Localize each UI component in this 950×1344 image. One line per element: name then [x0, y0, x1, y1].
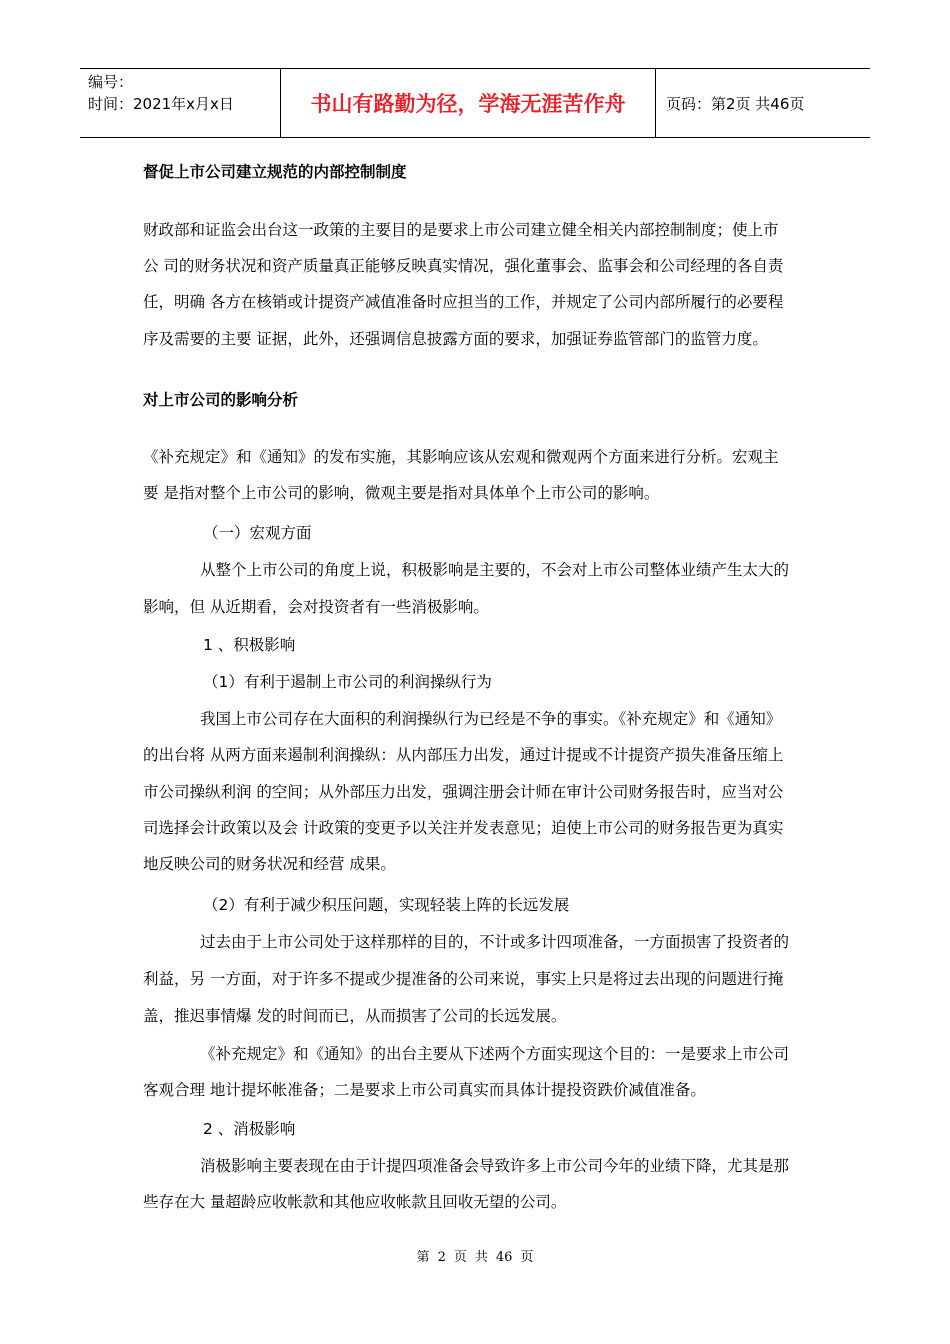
paragraph-line: 《补充规定》和《通知》的发布实施，其影响应该从宏观和微观两个方面来进行分析。宏观主 — [143, 448, 779, 466]
paragraph-line: 地反映公司的财务状况和经营 成果。 — [143, 855, 396, 873]
paragraph-line: 影响，但 从近期看，会对投资者有一些消极影响。 — [143, 598, 489, 616]
paragraph-line: 任，明确 各方在核销或计提资产减值准备时应担当的工作，并规定了公司内部所履行的必要程 — [143, 293, 784, 311]
paragraph-line: 些存在大 量超龄应收帐款和其他应收帐款且回收无望的公司。 — [143, 1193, 567, 1211]
paragraph-line: 财政部和证监会出台这一政策的主要目的是要求上市公司建立健全相关内部控制制度；使上市 — [143, 221, 779, 239]
header-page-info: 页码：第2页 共46页 — [666, 94, 805, 113]
section-heading-internal-control: 督促上市公司建立规范的内部控制制度 — [143, 163, 407, 181]
header-meta — [80, 69, 281, 137]
paragraph-line: 消极影响主要表现在由于计提四项准备会导致许多上市公司今年的业绩下降，尤其是那 — [200, 1157, 790, 1175]
paragraph-line: 的出台将 从两方面来遏制利润操纵：从内部压力出发，通过计提或不计提资产损失准备压缩上 — [143, 746, 784, 764]
paragraph-line: 要 是指对整个上市公司的影响，微观主要是指对具体单个上市公司的影响。 — [143, 484, 660, 502]
paragraph-line: 利益，另 一方面，对于许多不提或少提准备的公司来说，事实上只是将过去出现的问题进行掩 — [143, 970, 784, 988]
subheading-positive: 1 、积极影响 — [203, 636, 296, 654]
paragraph-line: 司选择会计政策以及会 计政策的变更予以关注并发表意见；迫使上市公司的财务报告更为真实 — [143, 819, 784, 837]
document-time: 时间：2021年x月x日 — [88, 95, 234, 113]
paragraph-line: 过去由于上市公司处于这样那样的目的，不计或多计四项准备，一方面损害了投资者的 — [200, 933, 790, 951]
footer-ye: 页 — [453, 1250, 467, 1265]
paragraph-line: 盖，推迟事情爆 发的时间而已，从而损害了公司的长远发展。 — [143, 1007, 567, 1025]
footer-gong: 共 — [474, 1250, 488, 1265]
footer-ye: 页 — [520, 1250, 534, 1265]
subheading-macro: （一）宏观方面 — [203, 524, 312, 542]
section-heading-impact-analysis: 对上市公司的影响分析 — [143, 391, 299, 409]
paragraph-line: 从整个上市公司的角度上说，积极影响是主要的，不会对上市公司整体业绩产生太大的 — [200, 561, 790, 579]
paragraph-line: 《补充规定》和《通知》的出台主要从下述两个方面实现这个目的：一是要求上市公司 — [200, 1045, 790, 1063]
paragraph-line: 市公司操纵利润 的空间；从外部压力出发，强调注册会计师在审计公司财务报告时，应当对公 — [143, 783, 784, 801]
paragraph-line: 序及需要的主要 证据，此外，还强调信息披露方面的要求，加强证券监管部门的监管力度。 — [143, 330, 768, 348]
page-footer — [0, 1246, 950, 1265]
header-motto: 书山有路勤为径，学海无涯苦作舟 — [281, 69, 656, 137]
footer-total-pages: 46 — [495, 1250, 513, 1265]
document-number-label: 编号： — [88, 73, 134, 91]
paragraph-line: 客观合理 地计提坏帐准备；二是要求上市公司真实而具体计提投资跌价减值准备。 — [143, 1081, 706, 1099]
footer-di: 第 — [416, 1250, 430, 1265]
subheading-reduce-backlog: （2）有利于减少积压问题，实现轻装上阵的长远发展 — [203, 896, 570, 914]
page-header — [80, 68, 870, 138]
footer-page-number: 2 — [437, 1250, 446, 1265]
subheading-negative: 2 、消极影响 — [203, 1120, 296, 1138]
paragraph-line: 公 司的财务状况和资产质量真正能够反映真实情况，强化董事会、监事会和公司经理的各自责 — [143, 257, 784, 275]
paragraph-line: 我国上市公司存在大面积的利润操纵行为已经是不争的事实。《补充规定》和《通知》 — [200, 710, 782, 728]
subheading-curb-manipulation: （1）有利于遏制上市公司的利润操纵行为 — [203, 673, 492, 691]
